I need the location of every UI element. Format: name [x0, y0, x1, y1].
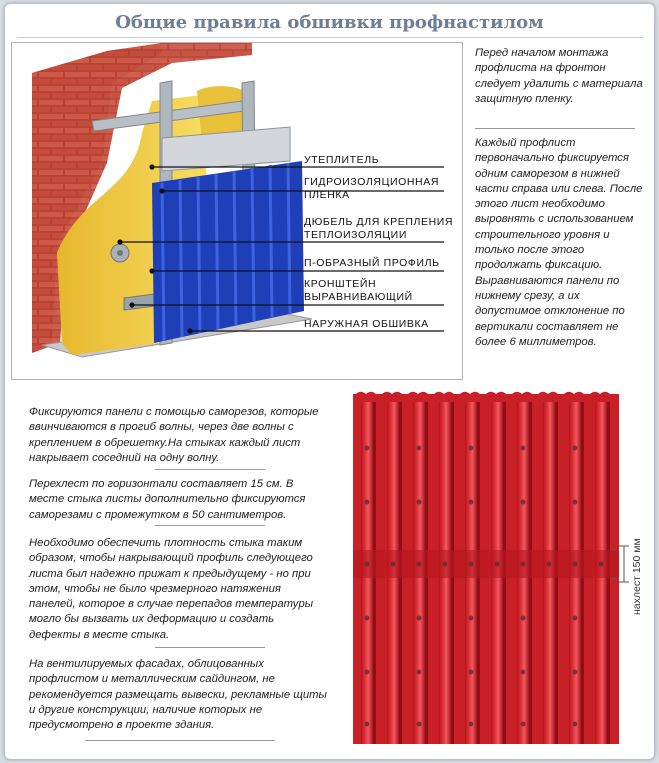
right-note-2: Каждый профлист первоначально фиксируется одним саморезом в нижней части справа или слева. После этого лист необходимо выровнять с использованием строительного уровня и только после этого продолжать фиксацию. Выравниваются панели по нижнему срезу, а их допустимое отклонение по вертикали составляет не более 6 миллиметров.: [475, 137, 643, 348]
page-title: Общие правила обшивки профнастилом: [115, 12, 544, 33]
left-note-4: На вентилируемых фасадах, облицованных профлистом и металлическим сайдингом, не рекомендуется размещать вывески, рекламные щиты и другие конструкции, наличие которых не предусмотрено в проекте здания.: [29, 658, 327, 732]
overlap-label: нахлест 150 мм: [631, 538, 643, 615]
label-waterproof-film: ГИДРОИЗОЛЯЦИОННАЯ ПЛЕНКА: [304, 176, 440, 201]
left-divider-2: [155, 525, 265, 526]
outer-cladding: [152, 161, 304, 343]
corrugated-sheets-diagram: [353, 388, 619, 744]
left-note-2: Перехлест по горизонтали составляет 15 см. В месте стыка листы дополнительно фиксируются саморезами с промежутком в 50 сантиметров.: [29, 478, 306, 521]
left-divider-1: [155, 469, 265, 470]
label-outer-cladding: НАРУЖНАЯ ОБШИВКА: [304, 318, 429, 330]
label-dowel: ДЮБЕЛЬ ДЛЯ КРЕПЛЕНИЯ ТЕПЛОИЗОЛЯЦИИ: [304, 216, 454, 241]
left-note-1: Фиксируются панели с помощью саморезов, которые ввинчиваются в прогиб волны, через две волны с креплением в обрешетку.На стыках каждый лист накрывает соседний на одну волну.: [29, 406, 319, 464]
overlap-bracket: [617, 544, 631, 584]
cladding-diagram: [11, 42, 463, 380]
left-divider-3: [155, 647, 265, 648]
label-u-profile: П-ОБРАЗНЫЙ ПРОФИЛЬ: [304, 257, 440, 269]
left-note-3: Необходимо обеспечить плотность стыка таким образом, чтобы накрывающий профиль следующего листа был надежно прижат к предыдущему - но при этом, чтобы не было чрезмерного натяжения панелей, которое в случае перепадов температуры могло бы вызвать их деформацию и создать дефекты в месте стыка.: [29, 537, 314, 641]
page-frame: [4, 3, 655, 760]
title-divider: [17, 37, 643, 38]
label-bracket: КРОНШТЕЙН ВЫРАВНИВАЮЩИЙ: [304, 278, 413, 303]
right-note-divider: [475, 128, 635, 129]
sheet-top-edge: [353, 392, 619, 402]
right-note-1: Перед началом монтажа профлиста на фронтон следует удалить с материала защитную пленку.: [475, 47, 643, 105]
left-divider-4: [85, 740, 275, 741]
label-insulation: УТЕПЛИТЕЛЬ: [304, 154, 380, 166]
